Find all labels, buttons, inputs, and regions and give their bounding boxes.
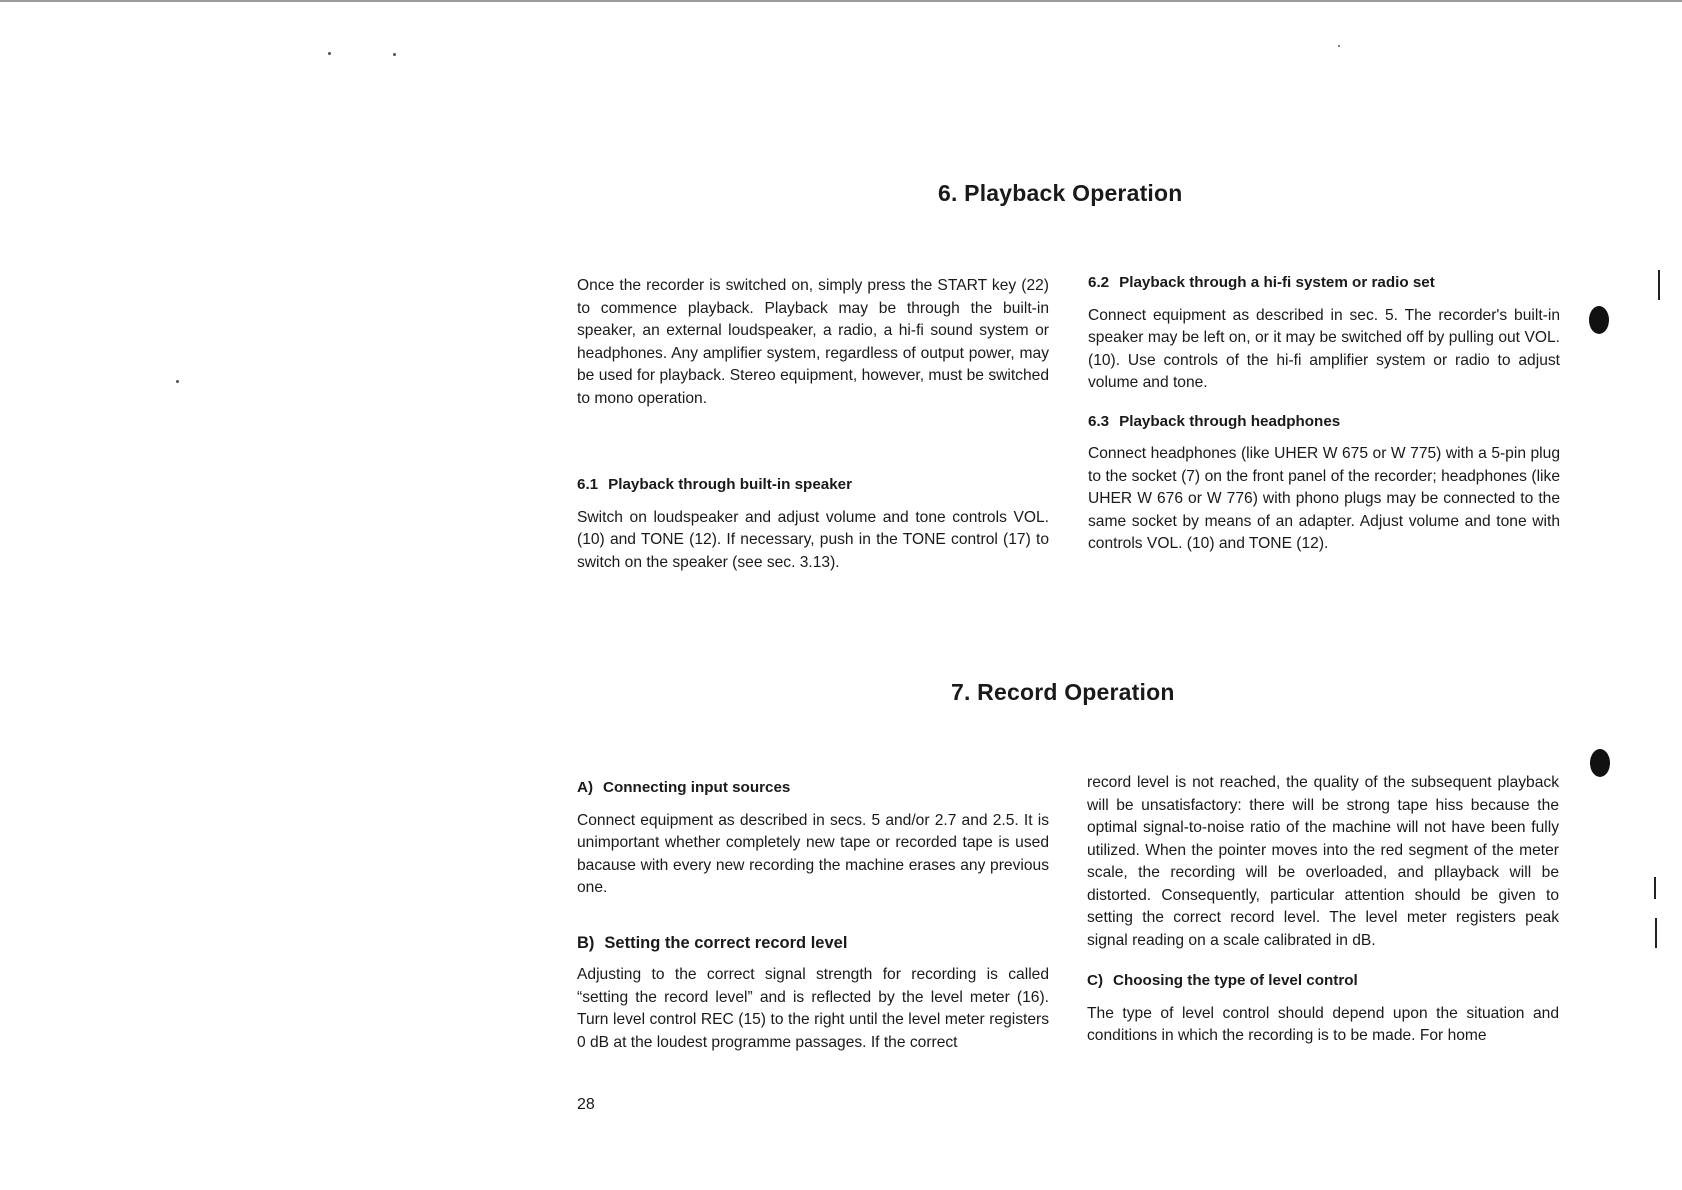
subsection-text-6-3: Connect headphones (like UHER W 675 or W 775) with a 5-pin plug to the socket (7) on the front panel of the recorder; headphones (like UHER W 676 or W 776) with phono plugs may be connected to the same socket by means of an adapter. Adjust volume and tone with controls VOL. (10) and TONE (12). bbox=[1088, 445, 1560, 552]
subsection-text-a: Connect equipment as described in secs. 5 and/or 2.7 and 2.5. It is unimportant whether completely new tape or recorded tape is used bacause with every new recording the machine erases any previous one. bbox=[577, 811, 1049, 896]
playback-intro: Once the recorder is switched on, simply press the START key (22) to commence playback. Playback may be through the built-in speaker, an external loudspeaker, a radio, a hi-fi sound system or headphones. Any amplifier system, regardless of output power, may be used for playback. Stereo equipment, however, must be switched to mono operation. bbox=[577, 277, 1049, 407]
edge-mark bbox=[1654, 877, 1656, 899]
subsection-text-c: The type of level control should depend upon the situation and conditions in which the recording is to be made. For home bbox=[1087, 1004, 1559, 1044]
scan-speck bbox=[1338, 45, 1340, 47]
record-left-column bbox=[577, 777, 1049, 1054]
playback-right-column bbox=[1088, 272, 1560, 556]
edge-mark bbox=[1655, 918, 1657, 948]
subsection-heading-a bbox=[577, 777, 1049, 800]
ink-blot bbox=[1590, 749, 1610, 777]
subsection-title: Choosing the type of level control bbox=[1113, 972, 1358, 989]
subsection-heading-c bbox=[1087, 970, 1559, 993]
subsection-number: B) bbox=[577, 933, 595, 952]
subsection-text-6-2: Connect equipment as described in sec. 5. The recorder's built-in speaker may be left on, or it may be switched off by pulling out VOL. (10). Use controls of the hi-fi amplifier system or radio to adjust volume and tone. bbox=[1088, 306, 1560, 391]
page-number: 28 bbox=[577, 1096, 595, 1113]
edge-mark bbox=[1658, 270, 1660, 300]
section-title-record: 7. Record Operation bbox=[951, 679, 1175, 705]
scan-speck bbox=[393, 53, 396, 56]
subsection-text-6-1: Switch on loudspeaker and adjust volume and tone controls VOL. (10) and TONE (12). If necessary, push in the TONE control (17) to switch on the speaker (see sec. 3.13). bbox=[577, 508, 1049, 571]
playback-left-column bbox=[577, 275, 1049, 574]
subsection-title: Playback through built-in speaker bbox=[608, 476, 853, 493]
subsection-heading-b bbox=[577, 932, 1049, 955]
scan-speck bbox=[328, 52, 331, 55]
subsection-title: Setting the correct record level bbox=[604, 933, 848, 952]
subsection-number: 6.2 bbox=[1088, 274, 1110, 291]
subsection-title: Playback through a hi-fi system or radio set bbox=[1119, 274, 1435, 291]
subsection-text-b: Adjusting to the correct signal strength for recording is called “setting the record level” and is reflected by the level meter (16). Turn level control REC (15) to the right until the level meter registers 0 dB at the loudest programme passages. If the correct bbox=[577, 966, 1049, 1051]
ink-blot bbox=[1589, 306, 1609, 334]
scan-top-edge bbox=[0, 0, 1682, 2]
subsection-title: Connecting input sources bbox=[603, 779, 791, 796]
subsection-title: Playback through headphones bbox=[1119, 412, 1341, 430]
record-right-column bbox=[1087, 772, 1559, 1048]
scan-speck bbox=[176, 380, 179, 383]
section-title-playback: 6. Playback Operation bbox=[938, 180, 1183, 206]
subsection-heading-6-3 bbox=[1088, 411, 1560, 434]
subsection-heading-6-1 bbox=[577, 474, 1049, 497]
subsection-number: C) bbox=[1087, 972, 1104, 989]
subsection-text-b-continued: record level is not reached, the quality of the subsequent playback will be unsatisfactory: there will be strong tape hiss because the optimal signal-to-noise ratio of the machine will not have been fully utilized. When the pointer moves into the red segment of the meter scale, the recording will be overloaded, and pllayback will be distorted. Consequently, particular attention should be given to setting the correct record level. The level meter registers peak signal reading on a scale calibrated in dB. bbox=[1087, 774, 1559, 949]
subsection-number: 6.3 bbox=[1088, 412, 1110, 430]
subsection-number: A) bbox=[577, 779, 594, 796]
subsection-heading-6-2 bbox=[1088, 272, 1560, 295]
subsection-number: 6.1 bbox=[577, 476, 599, 493]
